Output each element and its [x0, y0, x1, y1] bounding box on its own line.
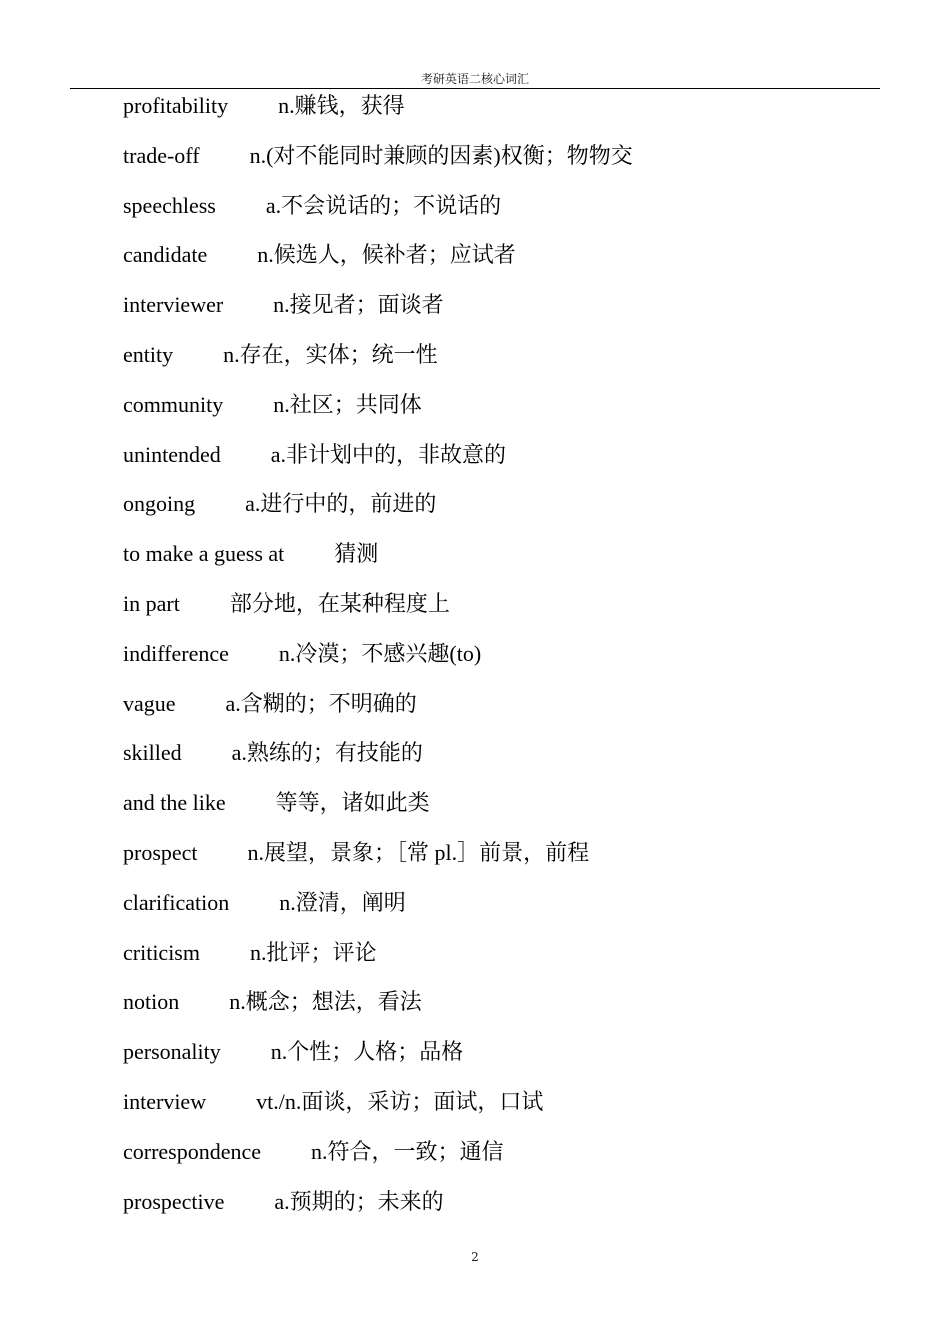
- vocab-term: prospect: [123, 839, 198, 865]
- vocab-definition: n.候选人，候补者；应试者: [257, 242, 516, 268]
- vocab-entry: [123, 339, 883, 389]
- vocab-entry: [123, 688, 883, 738]
- vocab-definition: a.含糊的；不明确的: [225, 690, 417, 716]
- vocab-definition: n.赚钱，获得: [278, 93, 405, 118]
- vocab-entry: [123, 787, 883, 837]
- vocab-entry: [123, 986, 883, 1036]
- vocab-definition: a.进行中的，前进的: [245, 491, 437, 517]
- vocab-entry: [123, 289, 883, 339]
- vocab-term: to make a guess at: [123, 541, 285, 567]
- vocab-definition: a.非计划中的，非故意的: [270, 441, 507, 467]
- vocab-entry: [123, 140, 883, 190]
- vocab-term: trade-off: [123, 142, 200, 168]
- vocab-entry: [123, 190, 883, 240]
- vocab-definition: n.展望，景象；［常 pl.］前景，前程: [247, 839, 590, 865]
- vocab-entry: [123, 887, 883, 937]
- vocab-term: interview: [123, 1088, 207, 1114]
- vocab-term: in part: [123, 590, 180, 616]
- page-header: 考研英语二核心词汇: [420, 72, 529, 86]
- vocab-term: candidate: [123, 242, 208, 268]
- vocab-definition: n.接见者；面谈者: [273, 292, 444, 318]
- vocab-entry: [123, 1186, 883, 1236]
- vocab-term: unintended: [123, 441, 221, 467]
- vocab-term: speechless: [123, 192, 216, 218]
- vocab-term: ongoing: [123, 491, 196, 517]
- vocab-definition: n.冷漠；不感兴趣(to): [278, 640, 482, 666]
- vocab-entry: [123, 1136, 883, 1186]
- vocab-term: skilled: [123, 740, 182, 766]
- vocab-definition: n.(对不能同时兼顾的因素)权衡；物物交: [249, 142, 633, 168]
- vocab-entry: [123, 1086, 883, 1136]
- vocab-definition: n.社区；共同体: [273, 391, 422, 417]
- vocab-term: community: [123, 391, 224, 417]
- vocab-definition: n.存在，实体；统一性: [223, 341, 438, 367]
- vocab-definition: n.个性；人格；品格: [270, 1039, 464, 1065]
- vocab-term: personality: [123, 1039, 221, 1065]
- vocab-entry: [123, 239, 883, 289]
- vocab-entry: [123, 389, 883, 439]
- vocab-definition: a.不会说话的；不说话的: [265, 192, 502, 218]
- vocab-entry: [123, 638, 883, 688]
- vocab-term: vague: [123, 690, 176, 716]
- vocab-entry: [123, 90, 883, 140]
- vocab-entry: [123, 837, 883, 887]
- vocab-definition: 部分地，在某种程度上: [229, 590, 450, 616]
- vocab-entry: [123, 538, 883, 588]
- vocab-entry: [123, 488, 883, 538]
- vocab-definition: n.批评；评论: [249, 939, 377, 965]
- vocab-term: clarification: [123, 889, 230, 915]
- vocab-term: prospective: [123, 1188, 225, 1214]
- vocab-term: profitability: [123, 93, 229, 118]
- vocab-term: correspondence: [123, 1138, 262, 1164]
- vocab-entry: [123, 737, 883, 787]
- vocab-definition: n.概念；想法，看法: [229, 989, 422, 1015]
- vocab-definition: a.熟练的；有技能的: [231, 740, 423, 766]
- vocab-term: criticism: [123, 939, 200, 965]
- vocab-definition: 等等，诸如此类: [275, 790, 430, 816]
- vocab-entry: [123, 1036, 883, 1086]
- header-rule: [70, 88, 880, 89]
- vocab-entry: [123, 439, 883, 489]
- vocab-entry: [123, 588, 883, 638]
- vocab-term: entity: [123, 341, 174, 367]
- vocab-term: indifference: [123, 640, 229, 666]
- vocab-definition: 猜测: [334, 541, 379, 567]
- vocab-entry: [123, 937, 883, 987]
- vocab-term: interviewer: [123, 292, 224, 318]
- vocab-definition: n.澄清，阐明: [279, 889, 406, 915]
- page-number: 2: [471, 1250, 479, 1264]
- vocab-definition: n.符合，一致；通信: [311, 1138, 504, 1164]
- vocab-term: notion: [123, 989, 180, 1015]
- vocab-definition: vt./n.面谈，采访；面试，口试: [256, 1088, 544, 1114]
- vocab-definition: a.预期的；未来的: [274, 1188, 444, 1214]
- vocab-term: and the like: [123, 790, 226, 816]
- vocabulary-list: [123, 90, 883, 1235]
